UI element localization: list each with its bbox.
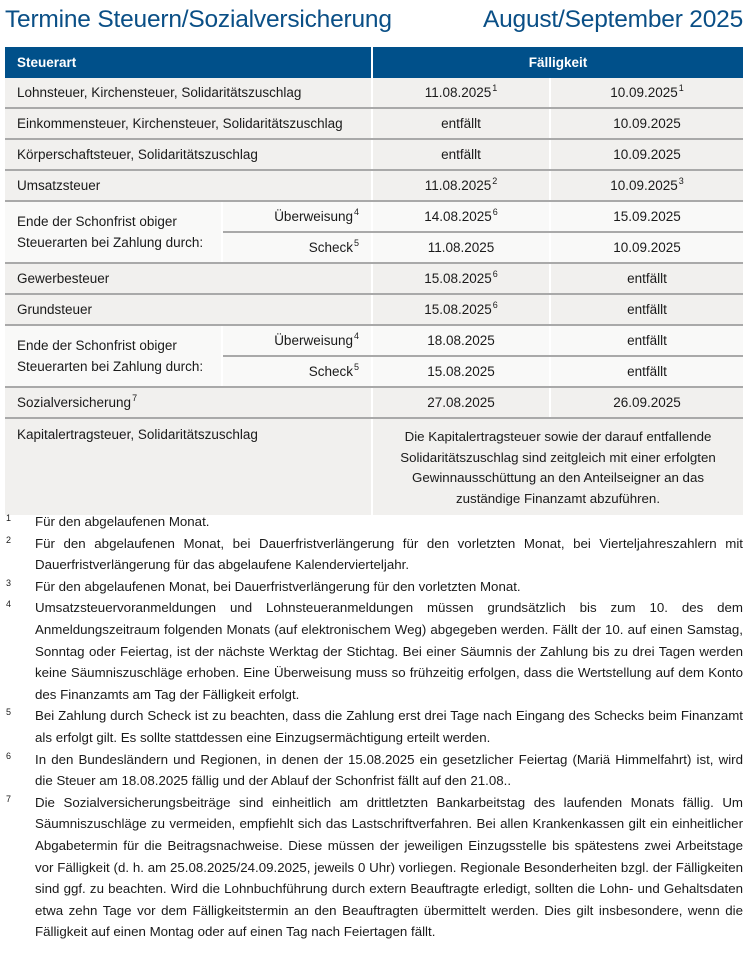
table-row — [5, 139, 743, 170]
table-row — [5, 263, 743, 294]
footnote-text: Für den abgelaufenen Monat, bei Dauerfristverlängerung für den vorletzten Monat, bei Vierteljahreszahlern mit Dauerfristverlängerung für das abgelaufene Kalendervierteljahr. — [35, 535, 743, 573]
footnote-number: 7 — [6, 793, 12, 804]
footnote — [5, 533, 743, 576]
due-date-september: 10.09.2025 — [550, 108, 743, 139]
due-date-august: 15.08.2025$^6$ — [372, 263, 550, 294]
due-date-september: 26.09.2025 — [550, 387, 743, 418]
tax-type-cell: Sozialversicherung$^7$ — [5, 387, 372, 418]
footnote — [5, 705, 743, 748]
footnote-number: 1 — [6, 513, 12, 523]
table-row — [5, 418, 743, 515]
table-header-row — [5, 47, 743, 78]
due-date-september: entfällt — [550, 356, 743, 387]
due-date-august: 11.08.2025$^1$ — [372, 78, 550, 108]
payment-method-transfer: Überweisung$^4$ — [222, 201, 372, 232]
footnote-text: Bei Zahlung durch Scheck ist zu beachten, dass die Zahlung erst drei Tage nach Eingang des Schecks beim Finanzamt als erfolgt gilt. Es sollte stattdessen eine Einzugsermächtigung erteilt werden. — [35, 708, 743, 745]
due-date-september: 10.09.2025 — [550, 139, 743, 170]
due-date-september: entfällt — [550, 263, 743, 294]
grace-period-row-transfer — [5, 325, 743, 356]
due-date-august: 18.08.2025 — [372, 325, 550, 356]
tax-type-cell: Umsatzsteuer — [5, 170, 372, 201]
footnote — [5, 576, 743, 598]
footnote-text: Umsatzsteuervoranmeldungen und Lohnsteueranmeldungen müssen grundsätzlich bis zum 10. des dem Anmeldungszeitraum folgenden Monats (auf elektronischem Weg) abgegeben werden. Fällt der 10. auf einen Samstag, Sonntag oder Feiertag, ist der nächste Werktag der Stichtag. Bei einer Säumnis der Zahlung bis zu drei Tagen werden keine Säumniszuschläge erhoben. Eine Überweisung muss so frühzeitig erfolgen, dass die Wertstellung auf dem Konto des Finanzamts am Tag der Fälligkeit erfolgt. — [35, 600, 743, 702]
due-date-august: 15.08.2025$^6$ — [372, 294, 550, 325]
grace-period-row-transfer — [5, 201, 743, 232]
footnote-number: 5 — [6, 707, 12, 718]
footnote — [5, 792, 743, 943]
payment-method-cheque: Scheck$^5$ — [222, 356, 372, 387]
table-row — [5, 294, 743, 325]
footnote-number: 4 — [6, 599, 12, 610]
table-row — [5, 108, 743, 139]
due-date-september: 10.09.2025$^3$ — [550, 170, 743, 201]
grace-period-label: Ende der Schonfrist obiger Steuerarten bei Zahlung durch: — [5, 325, 222, 387]
column-header-due-date: Fälligkeit — [372, 47, 743, 78]
page-title: Termine Steuern/Sozialversicherung — [5, 6, 392, 33]
due-date-august: entfällt — [372, 108, 550, 139]
due-date-august: 14.08.2025$^6$ — [372, 201, 550, 232]
footnote-text: Für den abgelaufenen Monat, bei Dauerfristverlängerung für den vorletzten Monat. — [35, 578, 521, 594]
footnote-text: In den Bundesländern und Regionen, in denen der 15.08.2025 ein gesetzlicher Feiertag (Mariä Himmelfahrt) ist, wird die Steuer am 18.08.2025 fällig und der Ablauf der Schonfrist fällt auf den 21.08.. — [35, 751, 743, 789]
tax-type-cell: Grundsteuer — [5, 294, 372, 325]
footnote-number: 6 — [6, 750, 12, 761]
capital-gains-note: Die Kapitalertragsteuer sowie der darauf entfallende Solidaritätszuschlag sind zeitgleich mit einer erfolgten Gewinnausschüttung an den Anteilseigner an das zuständige Finanzamt abzuführen. — [372, 418, 743, 515]
due-date-august: 11.08.2025$^2$ — [372, 170, 550, 201]
page-header — [5, 2, 743, 38]
footnote-number: 3 — [6, 577, 12, 588]
tax-type-cell: Gewerbesteuer — [5, 263, 372, 294]
due-date-august: 11.08.2025 — [372, 232, 550, 263]
footnote-number: 2 — [6, 534, 12, 545]
due-date-august: 27.08.2025 — [372, 387, 550, 418]
tax-type-cell: Lohnsteuer, Kirchensteuer, Solidaritätszuschlag — [5, 78, 372, 108]
tax-type-cell: Kapitalertragsteuer, Solidaritätszuschlag — [5, 418, 372, 515]
due-date-august: entfällt — [372, 139, 550, 170]
table-row — [5, 387, 743, 418]
footnote — [5, 597, 743, 705]
due-date-september: 15.09.2025 — [550, 201, 743, 232]
due-date-september: entfällt — [550, 294, 743, 325]
due-date-september: 10.09.2025 — [550, 232, 743, 263]
tax-type-cell: Einkommensteuer, Kirchensteuer, Solidaritätszuschlag — [5, 108, 372, 139]
grace-period-label: Ende der Schonfrist obiger Steuerarten bei Zahlung durch: — [5, 201, 222, 263]
payment-method-cheque: Scheck$^5$ — [222, 232, 372, 263]
tax-deadlines-table — [5, 47, 743, 515]
table-row — [5, 170, 743, 201]
footnote-text: Die Sozialversicherungsbeiträge sind einheitlich am drittletzten Bankarbeitstag des laufenden Monats fällig. Um Säumniszuschläge zu vermeiden, empfiehlt sich das Lastschriftverfahren. Bei allen Krankenkassen gilt ein einheitlicher Abgabetermin für die Beitragsnachweise. Diese müssen der jeweiligen Einzugsstelle bis spätestens zwei Arbeitstage vor Fälligkeit (d. h. am 25.08.2025/24.09.2025, jeweils 0 Uhr) vorliegen. Regionale Besonderheiten bzgl. der Fälligkeiten sind ggf. zu beachten. Wird die Lohnbuchführung durch extern Beauftragte erledigt, sollten die Lohn- und Gehaltsdaten etwa zehn Tage vor dem Fälligkeitstermin an den Beauftragten übermittelt werden. Dies gilt insbesondere, wenn die Fälligkeit auf einen Montag oder auf einen Tag nach Feiertagen fällt. — [35, 794, 743, 940]
footnote — [5, 511, 743, 533]
due-date-august: 15.08.2025 — [372, 356, 550, 387]
footnote — [5, 749, 743, 792]
due-date-september: entfällt — [550, 325, 743, 356]
tax-type-cell: Körperschaftsteuer, Solidaritätszuschlag — [5, 139, 372, 170]
payment-method-transfer: Überweisung$^4$ — [222, 325, 372, 356]
footnote-text: Für den abgelaufenen Monat. — [35, 514, 210, 529]
period-title: August/September 2025 — [482, 6, 743, 33]
column-header-tax-type: Steuerart — [5, 47, 372, 78]
due-date-september: 10.09.2025$^1$ — [550, 78, 743, 108]
footnotes — [5, 511, 743, 943]
table-row — [5, 78, 743, 108]
